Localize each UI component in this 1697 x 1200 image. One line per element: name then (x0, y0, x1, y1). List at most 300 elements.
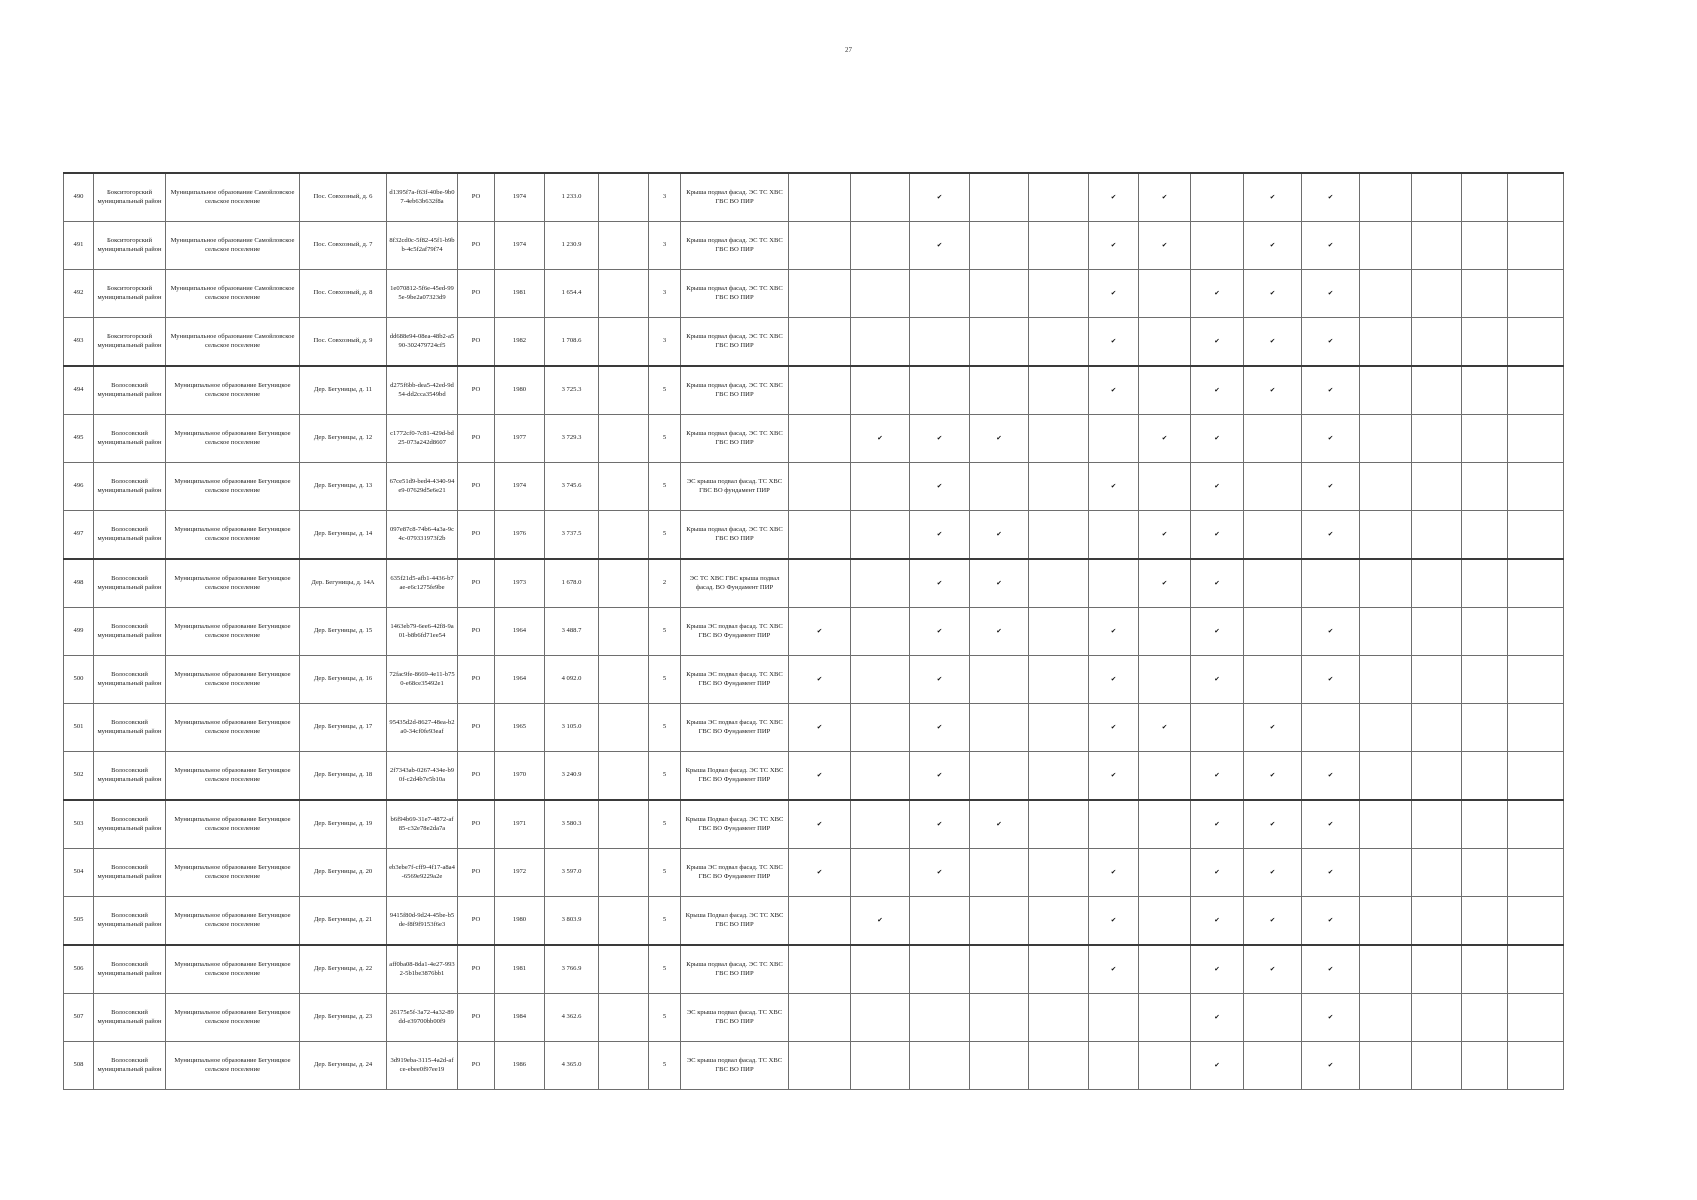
area-cell: 1 708.6 (545, 318, 599, 367)
management-cell: РО (458, 463, 495, 511)
table-row (64, 559, 1564, 608)
municipality-cell: Муниципальное образование Бегуницкое сельское поселение (166, 800, 300, 849)
empty-mark-cell (1029, 800, 1089, 849)
empty-mark-cell (851, 366, 910, 415)
check-mark-icon: ✔ (1244, 704, 1302, 752)
municipality-cell: Муниципальное образование Бегуницкое сельское поселение (166, 945, 300, 994)
house-guid-cell: 72fac9fe-8669-4e11-b750-e68ce35492e1 (387, 656, 458, 704)
house-guid-cell: 2f7343ab-0267-434e-b90f-c2d4b7e5b10a (387, 752, 458, 801)
management-cell: РО (458, 994, 495, 1042)
district-cell: Волосовский муниципальный район (94, 1042, 166, 1090)
empty-mark-cell (1462, 800, 1508, 849)
check-mark-icon: ✔ (1191, 318, 1244, 367)
empty-mark-cell (1462, 704, 1508, 752)
empty-mark-cell (1139, 463, 1191, 511)
build-year-cell: 1970 (495, 752, 545, 801)
build-year-cell: 1971 (495, 800, 545, 849)
district-cell: Бокситогорский муниципальный район (94, 270, 166, 318)
table-row (64, 994, 1564, 1042)
empty-mark-cell (1089, 1042, 1139, 1090)
check-mark-icon: ✔ (1302, 849, 1360, 897)
works-list-cell: ЭС ТС ХВС ГВС крыша подвал фасад. ВО Фундамент ПИР (681, 559, 789, 608)
check-mark-icon: ✔ (789, 704, 851, 752)
check-mark-icon: ✔ (1302, 608, 1360, 656)
area-cell: 1 233.0 (545, 173, 599, 222)
works-list-cell: Крыша Подвал фасад. ЭС ТС ХВС ГВС ВО Фундамент ПИР (681, 752, 789, 801)
empty-mark-cell (851, 849, 910, 897)
works-list-cell: Крыша ЭС подвал фасад. ТС ХВС ГВС ВО Фундамент ПИР (681, 608, 789, 656)
works-list-cell: Крыша подвал фасад. ЭС ТС ХВС ГВС ВО ПИР (681, 415, 789, 463)
empty-mark-cell (970, 173, 1029, 222)
floors-cell: 5 (649, 656, 681, 704)
row-number: 491 (64, 222, 94, 270)
area-cell: 4 092.0 (545, 656, 599, 704)
floors-cell: 5 (649, 704, 681, 752)
empty-mark-cell (910, 318, 970, 367)
check-mark-icon: ✔ (1139, 559, 1191, 608)
empty-mark-cell (1508, 849, 1564, 897)
check-mark-icon: ✔ (970, 511, 1029, 560)
check-mark-icon: ✔ (910, 704, 970, 752)
empty-mark-cell (1029, 608, 1089, 656)
blank-cell (599, 752, 649, 801)
empty-mark-cell (789, 945, 851, 994)
works-list-cell: Крыша подвал фасад. ЭС ТС ХВС ГВС ВО ПИР (681, 511, 789, 560)
works-list-cell: Крыша ЭС подвал фасад. ТС ХВС ГВС ВО Фундамент ПИР (681, 704, 789, 752)
empty-mark-cell (1244, 511, 1302, 560)
check-mark-icon: ✔ (1302, 994, 1360, 1042)
check-mark-icon: ✔ (1191, 1042, 1244, 1090)
floors-cell: 5 (649, 1042, 681, 1090)
area-cell: 3 597.0 (545, 849, 599, 897)
district-cell: Волосовский муниципальный район (94, 366, 166, 415)
table-row (64, 800, 1564, 849)
empty-mark-cell (1029, 463, 1089, 511)
table-row (64, 463, 1564, 511)
build-year-cell: 1974 (495, 463, 545, 511)
empty-mark-cell (851, 1042, 910, 1090)
district-cell: Бокситогорский муниципальный район (94, 318, 166, 367)
district-cell: Бокситогорский муниципальный район (94, 173, 166, 222)
table-row (64, 945, 1564, 994)
row-number: 504 (64, 849, 94, 897)
blank-cell (599, 945, 649, 994)
area-cell: 3 766.9 (545, 945, 599, 994)
empty-mark-cell (1508, 222, 1564, 270)
empty-mark-cell (1029, 173, 1089, 222)
blank-cell (599, 608, 649, 656)
check-mark-icon: ✔ (1244, 270, 1302, 318)
municipality-cell: Муниципальное образование Бегуницкое сельское поселение (166, 752, 300, 801)
empty-mark-cell (910, 945, 970, 994)
check-mark-icon: ✔ (1244, 945, 1302, 994)
empty-mark-cell (851, 608, 910, 656)
check-mark-icon: ✔ (1139, 704, 1191, 752)
check-mark-icon: ✔ (1191, 849, 1244, 897)
empty-mark-cell (1360, 270, 1412, 318)
empty-mark-cell (851, 800, 910, 849)
empty-mark-cell (1029, 415, 1089, 463)
works-list-cell: Крыша Подвал фасад. ЭС ТС ХВС ГВС ВО ПИР (681, 897, 789, 946)
build-year-cell: 1984 (495, 994, 545, 1042)
empty-mark-cell (1191, 704, 1244, 752)
check-mark-icon: ✔ (1191, 511, 1244, 560)
table-row (64, 366, 1564, 415)
check-mark-icon: ✔ (910, 463, 970, 511)
address-cell: Дер. Бегуницы, д. 22 (300, 945, 387, 994)
empty-mark-cell (1139, 608, 1191, 656)
check-mark-icon: ✔ (1139, 511, 1191, 560)
area-cell: 1 678.0 (545, 559, 599, 608)
empty-mark-cell (910, 366, 970, 415)
empty-mark-cell (1412, 366, 1462, 415)
address-cell: Дер. Бегуницы, д. 21 (300, 897, 387, 946)
address-cell: Дер. Бегуницы, д. 19 (300, 800, 387, 849)
empty-mark-cell (1412, 656, 1462, 704)
empty-mark-cell (1029, 752, 1089, 801)
district-cell: Волосовский муниципальный район (94, 752, 166, 801)
row-number: 496 (64, 463, 94, 511)
empty-mark-cell (1412, 849, 1462, 897)
management-cell: РО (458, 800, 495, 849)
house-guid-cell: d275f6bb-dea5-42ed-9d54-dd2cca3549bd (387, 366, 458, 415)
house-guid-cell: 635f21d5-afb1-4436-b7ae-e6c1275fe9be (387, 559, 458, 608)
house-guid-cell: b6f94b69-31e7-4872-af85-c32e78e2da7a (387, 800, 458, 849)
table-row (64, 415, 1564, 463)
empty-mark-cell (1462, 222, 1508, 270)
area-cell: 3 488.7 (545, 608, 599, 656)
empty-mark-cell (1412, 994, 1462, 1042)
check-mark-icon: ✔ (910, 849, 970, 897)
district-cell: Волосовский муниципальный район (94, 656, 166, 704)
check-mark-icon: ✔ (1191, 945, 1244, 994)
empty-mark-cell (970, 318, 1029, 367)
district-cell: Волосовский муниципальный район (94, 559, 166, 608)
check-mark-icon: ✔ (1244, 173, 1302, 222)
floors-cell: 3 (649, 318, 681, 367)
house-guid-cell: dd688e94-08ea-48b2-a590-302479724cf5 (387, 318, 458, 367)
check-mark-icon: ✔ (910, 608, 970, 656)
empty-mark-cell (1412, 897, 1462, 946)
empty-mark-cell (1462, 656, 1508, 704)
empty-mark-cell (1029, 994, 1089, 1042)
address-cell: Пос. Совхозный, д. 9 (300, 318, 387, 367)
house-guid-cell: 097e87c8-74b6-4a3a-9c4c-079331973f2b (387, 511, 458, 560)
works-list-cell: ЭС крыша подвал фасад. ТС ХВС ГВС ВО фундамент ПИР (681, 463, 789, 511)
empty-mark-cell (1029, 366, 1089, 415)
empty-mark-cell (1139, 1042, 1191, 1090)
empty-mark-cell (1508, 463, 1564, 511)
check-mark-icon: ✔ (1089, 849, 1139, 897)
build-year-cell: 1973 (495, 559, 545, 608)
housing-registry-table (63, 172, 1564, 1090)
house-guid-cell: 8f32cd0c-5f82-45f1-b9bb-4c5f2af79f74 (387, 222, 458, 270)
empty-mark-cell (1508, 415, 1564, 463)
check-mark-icon: ✔ (910, 752, 970, 801)
house-guid-cell: d1395f7a-f63f-40be-9b07-4eb63b632f8a (387, 173, 458, 222)
empty-mark-cell (1089, 511, 1139, 560)
build-year-cell: 1965 (495, 704, 545, 752)
floors-cell: 5 (649, 366, 681, 415)
table-row (64, 173, 1564, 222)
registry-body (64, 173, 1564, 1090)
row-number: 502 (64, 752, 94, 801)
management-cell: РО (458, 318, 495, 367)
check-mark-icon: ✔ (1191, 897, 1244, 946)
build-year-cell: 1981 (495, 270, 545, 318)
table-row (64, 318, 1564, 367)
blank-cell (599, 511, 649, 560)
empty-mark-cell (1360, 704, 1412, 752)
check-mark-icon: ✔ (1302, 897, 1360, 946)
district-cell: Волосовский муниципальный район (94, 897, 166, 946)
empty-mark-cell (1462, 945, 1508, 994)
check-mark-icon: ✔ (1302, 270, 1360, 318)
check-mark-icon: ✔ (910, 656, 970, 704)
area-cell: 3 725.3 (545, 366, 599, 415)
check-mark-icon: ✔ (1302, 511, 1360, 560)
empty-mark-cell (1139, 656, 1191, 704)
empty-mark-cell (1360, 511, 1412, 560)
empty-mark-cell (1360, 752, 1412, 801)
house-guid-cell: 1e070812-5f6e-45ed-995e-9be2a07323d9 (387, 270, 458, 318)
check-mark-icon: ✔ (1244, 752, 1302, 801)
table-row (64, 897, 1564, 946)
empty-mark-cell (789, 366, 851, 415)
empty-mark-cell (1462, 415, 1508, 463)
empty-mark-cell (1139, 270, 1191, 318)
table-row (64, 1042, 1564, 1090)
empty-mark-cell (1244, 1042, 1302, 1090)
check-mark-icon: ✔ (1302, 752, 1360, 801)
empty-mark-cell (1360, 1042, 1412, 1090)
house-guid-cell: aff0ba08-8da1-4e27-9932-5b1be3876bb1 (387, 945, 458, 994)
address-cell: Пос. Совхозный, д. 8 (300, 270, 387, 318)
check-mark-icon: ✔ (1191, 415, 1244, 463)
check-mark-icon: ✔ (1089, 608, 1139, 656)
check-mark-icon: ✔ (1191, 994, 1244, 1042)
build-year-cell: 1980 (495, 366, 545, 415)
check-mark-icon: ✔ (1302, 463, 1360, 511)
empty-mark-cell (1029, 656, 1089, 704)
empty-mark-cell (1029, 270, 1089, 318)
municipality-cell: Муниципальное образование Бегуницкое сельское поселение (166, 704, 300, 752)
municipality-cell: Муниципальное образование Бегуницкое сельское поселение (166, 608, 300, 656)
empty-mark-cell (789, 463, 851, 511)
table-row (64, 511, 1564, 560)
check-mark-icon: ✔ (970, 415, 1029, 463)
works-list-cell: Крыша ЭС подвал фасад. ТС ХВС ГВС ВО Фундамент ПИР (681, 656, 789, 704)
blank-cell (599, 559, 649, 608)
table-row (64, 608, 1564, 656)
empty-mark-cell (1139, 800, 1191, 849)
empty-mark-cell (910, 1042, 970, 1090)
empty-mark-cell (1089, 800, 1139, 849)
empty-mark-cell (851, 270, 910, 318)
empty-mark-cell (1508, 994, 1564, 1042)
check-mark-icon: ✔ (1302, 366, 1360, 415)
row-number: 499 (64, 608, 94, 656)
check-mark-icon: ✔ (1191, 608, 1244, 656)
empty-mark-cell (1508, 559, 1564, 608)
row-number: 508 (64, 1042, 94, 1090)
row-number: 497 (64, 511, 94, 560)
floors-cell: 5 (649, 945, 681, 994)
municipality-cell: Муниципальное образование Бегуницкое сельское поселение (166, 849, 300, 897)
row-number: 498 (64, 559, 94, 608)
empty-mark-cell (1139, 849, 1191, 897)
management-cell: РО (458, 173, 495, 222)
empty-mark-cell (789, 1042, 851, 1090)
empty-mark-cell (1462, 608, 1508, 656)
blank-cell (599, 173, 649, 222)
area-cell: 3 729.3 (545, 415, 599, 463)
empty-mark-cell (1462, 849, 1508, 897)
address-cell: Дер. Бегуницы, д. 24 (300, 1042, 387, 1090)
house-guid-cell: 3d919eba-3115-4a2d-afce-ebee0f97ee19 (387, 1042, 458, 1090)
management-cell: РО (458, 608, 495, 656)
empty-mark-cell (851, 752, 910, 801)
house-guid-cell: 67ce51d9-bed4-4340-94e9-07629d5e6e21 (387, 463, 458, 511)
build-year-cell: 1974 (495, 222, 545, 270)
empty-mark-cell (1462, 463, 1508, 511)
municipality-cell: Муниципальное образование Самойловское сельское поселение (166, 222, 300, 270)
empty-mark-cell (1508, 318, 1564, 367)
empty-mark-cell (1139, 752, 1191, 801)
empty-mark-cell (1029, 511, 1089, 560)
empty-mark-cell (1360, 945, 1412, 994)
empty-mark-cell (789, 994, 851, 1042)
municipality-cell: Муниципальное образование Бегуницкое сельское поселение (166, 463, 300, 511)
address-cell: Дер. Бегуницы, д. 13 (300, 463, 387, 511)
check-mark-icon: ✔ (1244, 366, 1302, 415)
empty-mark-cell (851, 173, 910, 222)
empty-mark-cell (1462, 897, 1508, 946)
empty-mark-cell (1029, 704, 1089, 752)
address-cell: Дер. Бегуницы, д. 12 (300, 415, 387, 463)
management-cell: РО (458, 222, 495, 270)
empty-mark-cell (1412, 608, 1462, 656)
empty-mark-cell (1139, 366, 1191, 415)
check-mark-icon: ✔ (970, 608, 1029, 656)
empty-mark-cell (970, 366, 1029, 415)
check-mark-icon: ✔ (1089, 752, 1139, 801)
floors-cell: 5 (649, 800, 681, 849)
empty-mark-cell (1508, 656, 1564, 704)
district-cell: Волосовский муниципальный район (94, 800, 166, 849)
empty-mark-cell (851, 511, 910, 560)
check-mark-icon: ✔ (1191, 800, 1244, 849)
check-mark-icon: ✔ (789, 608, 851, 656)
check-mark-icon: ✔ (789, 849, 851, 897)
empty-mark-cell (910, 270, 970, 318)
page-number: 27 (845, 46, 852, 54)
empty-mark-cell (1302, 559, 1360, 608)
check-mark-icon: ✔ (1302, 415, 1360, 463)
district-cell: Волосовский муниципальный район (94, 849, 166, 897)
blank-cell (599, 415, 649, 463)
empty-mark-cell (1508, 173, 1564, 222)
empty-mark-cell (1302, 704, 1360, 752)
empty-mark-cell (1462, 366, 1508, 415)
empty-mark-cell (851, 945, 910, 994)
empty-mark-cell (910, 897, 970, 946)
empty-mark-cell (1244, 463, 1302, 511)
check-mark-icon: ✔ (1191, 656, 1244, 704)
municipality-cell: Муниципальное образование Бегуницкое сельское поселение (166, 511, 300, 560)
empty-mark-cell (1508, 704, 1564, 752)
floors-cell: 5 (649, 897, 681, 946)
empty-mark-cell (1462, 511, 1508, 560)
empty-mark-cell (789, 173, 851, 222)
build-year-cell: 1982 (495, 318, 545, 367)
area-cell: 1 230.9 (545, 222, 599, 270)
area-cell: 3 580.3 (545, 800, 599, 849)
address-cell: Дер. Бегуницы, д. 17 (300, 704, 387, 752)
district-cell: Волосовский муниципальный район (94, 608, 166, 656)
municipality-cell: Муниципальное образование Бегуницкое сельское поселение (166, 656, 300, 704)
empty-mark-cell (1029, 318, 1089, 367)
check-mark-icon: ✔ (1244, 800, 1302, 849)
management-cell: РО (458, 511, 495, 560)
check-mark-icon: ✔ (1302, 173, 1360, 222)
empty-mark-cell (1360, 366, 1412, 415)
empty-mark-cell (1508, 1042, 1564, 1090)
house-guid-cell: eb3ebe7f-cff9-4f17-a8a4-6569e9229a2e (387, 849, 458, 897)
empty-mark-cell (1029, 1042, 1089, 1090)
check-mark-icon: ✔ (1302, 1042, 1360, 1090)
check-mark-icon: ✔ (1244, 318, 1302, 367)
empty-mark-cell (1089, 994, 1139, 1042)
empty-mark-cell (1191, 173, 1244, 222)
address-cell: Дер. Бегуницы, д. 15 (300, 608, 387, 656)
house-guid-cell: c1772cf0-7c81-429d-bd25-073a242d8607 (387, 415, 458, 463)
empty-mark-cell (789, 318, 851, 367)
check-mark-icon: ✔ (789, 656, 851, 704)
check-mark-icon: ✔ (910, 222, 970, 270)
floors-cell: 3 (649, 270, 681, 318)
empty-mark-cell (851, 318, 910, 367)
check-mark-icon: ✔ (1191, 366, 1244, 415)
blank-cell (599, 222, 649, 270)
row-number: 494 (64, 366, 94, 415)
empty-mark-cell (970, 656, 1029, 704)
municipality-cell: Муниципальное образование Бегуницкое сельское поселение (166, 366, 300, 415)
check-mark-icon: ✔ (970, 800, 1029, 849)
empty-mark-cell (1029, 897, 1089, 946)
address-cell: Дер. Бегуницы, д. 23 (300, 994, 387, 1042)
empty-mark-cell (970, 704, 1029, 752)
works-list-cell: Крыша подвал фасад. ЭС ТС ХВС ГВС ВО ПИР (681, 318, 789, 367)
empty-mark-cell (970, 463, 1029, 511)
check-mark-icon: ✔ (1089, 270, 1139, 318)
management-cell: РО (458, 559, 495, 608)
row-number: 492 (64, 270, 94, 318)
management-cell: РО (458, 897, 495, 946)
row-number: 495 (64, 415, 94, 463)
works-list-cell: ЭС крыша подвал фасад. ТС ХВС ГВС ВО ПИР (681, 1042, 789, 1090)
empty-mark-cell (1360, 800, 1412, 849)
check-mark-icon: ✔ (1302, 656, 1360, 704)
empty-mark-cell (970, 994, 1029, 1042)
build-year-cell: 1986 (495, 1042, 545, 1090)
empty-mark-cell (1244, 415, 1302, 463)
empty-mark-cell (789, 222, 851, 270)
area-cell: 4 365.0 (545, 1042, 599, 1090)
check-mark-icon: ✔ (1244, 849, 1302, 897)
check-mark-icon: ✔ (910, 559, 970, 608)
empty-mark-cell (1360, 559, 1412, 608)
